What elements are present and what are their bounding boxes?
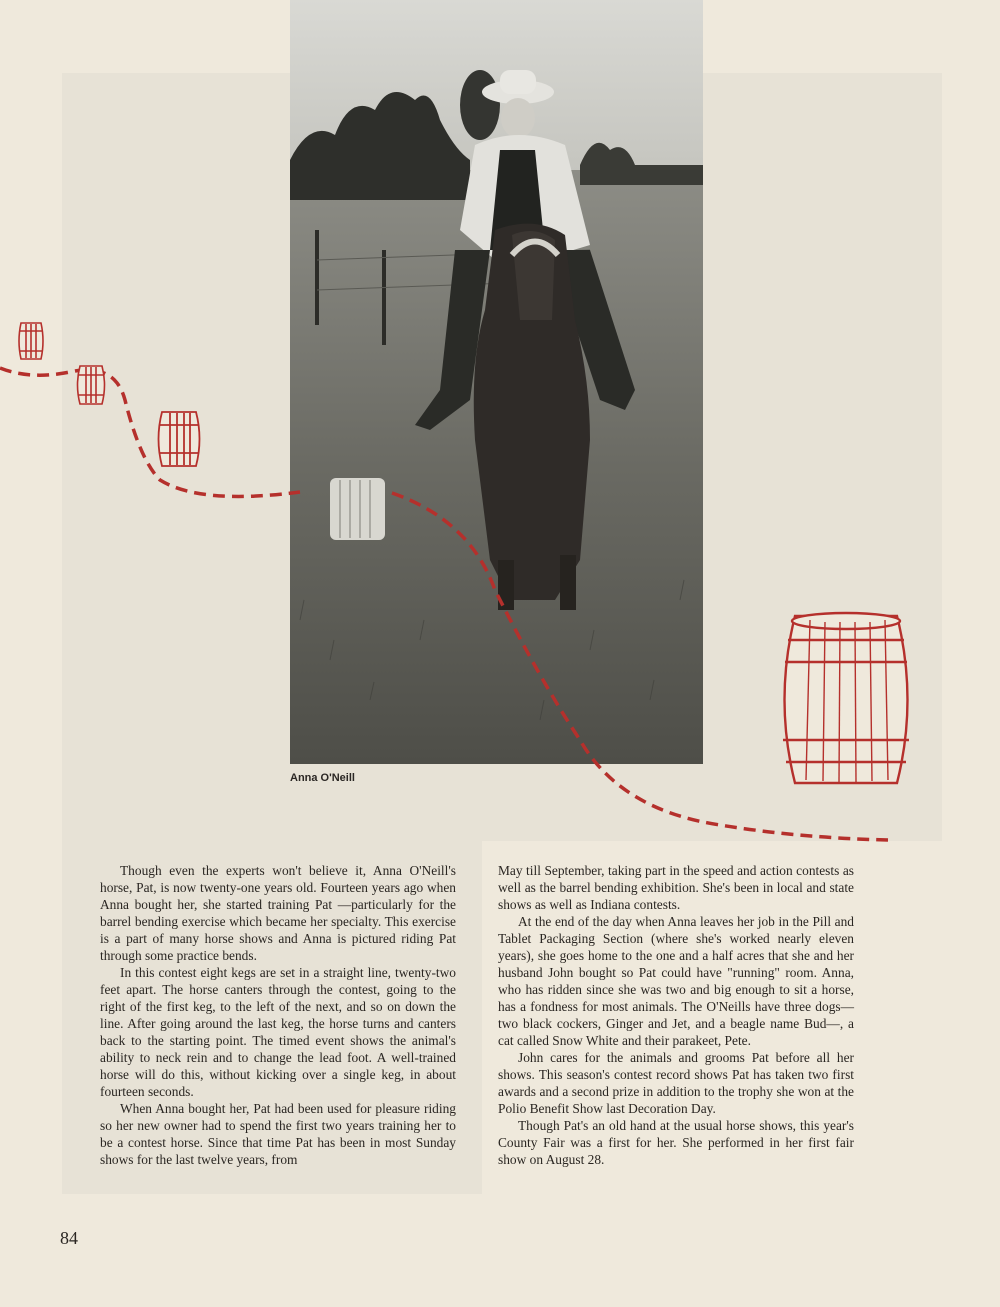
photo-caption: Anna O'Neill — [290, 772, 355, 784]
page-number: 84 — [60, 1228, 78, 1248]
rider-photo-image — [290, 0, 703, 764]
rider-photo — [290, 0, 703, 764]
paragraph: At the end of the day when Anna leaves her job in the Pill and Tablet Packaging Section (where she's worked nearly eleven years), she goes home to the one and a half acres that she and her husband John bought so Pat could have "running" room. Anna, who has ridden since she was two and big enough to sit a horse, has a fondness for most animals. The O'Neills have three dogs—two black cockers, Ginger and Jet, and a beagle name Bud—, a cat called Snow White and their parakeet, Pete. — [498, 914, 854, 1048]
paragraph: Though even the experts won't believe it, Anna O'Neill's horse, Pat, is now twenty-one years old. Fourteen years ago when Anna bought her, she started training Pat —particularly for the barrel bending exercise which became her specialty. This exercise is a part of many horse shows and Anna is pictured riding Pat through some practice bends. — [100, 863, 456, 963]
article-column-left — [100, 862, 456, 1168]
paragraph: In this contest eight kegs are set in a straight line, twenty-two feet apart. The horse canters through the contest, going to the right of the first keg, to the left of the next, and so on down the line. After going around the last keg, the horse turns and canters back to the starting point. The timed event shows the animal's ability to neck rein and to change the lead foot. A well-trained horse will do this, without kicking over a single keg, in about fourteen seconds. — [100, 965, 456, 1099]
article-column-right — [498, 862, 854, 1168]
paragraph: John cares for the animals and grooms Pat before all her shows. This season's contest record shows Pat has taken two first awards and a second prize in addition to the trophy she won at the Polio Benefit Show last Decoration Day. — [498, 1050, 854, 1116]
barrel-icon-small-1 — [19, 323, 43, 359]
paragraph: Though Pat's an old hand at the usual horse shows, this year's County Fair was a first for her. She performed in her first fair show on August 28. — [498, 1118, 854, 1167]
paragraph-continuation: May till September, taking part in the speed and action contests as well as the barrel bending exhibition. She's been in local and state shows as well as Indiana contests. — [498, 863, 854, 912]
paragraph: When Anna bought her, Pat had been used for pleasure riding so her new owner had to spend the first two years training her to be a contest horse. Since that time Pat has been in most Sunday shows for the last twelve years, from — [100, 1101, 456, 1167]
